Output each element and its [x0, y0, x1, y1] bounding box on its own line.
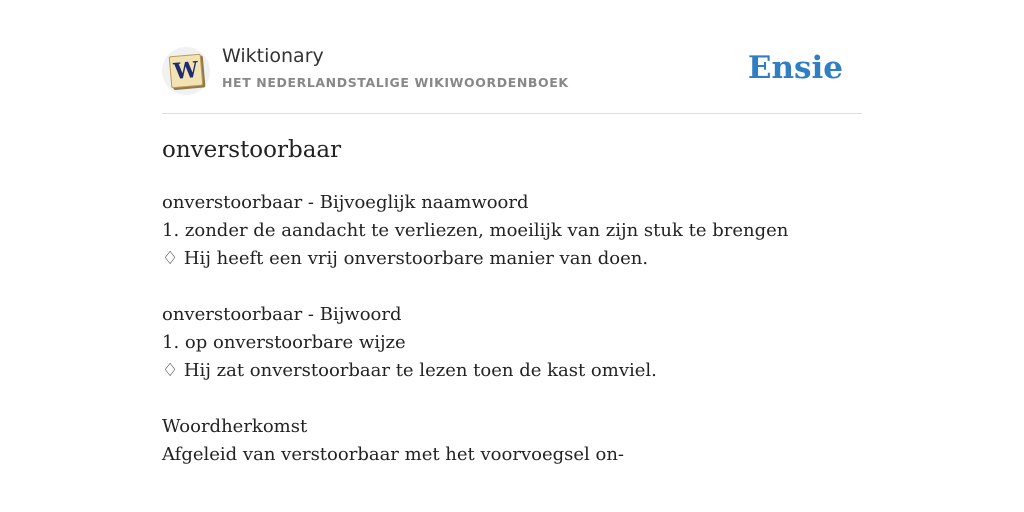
site-tagline: HET NEDERLANDSTALIGE WIKIWOORDENBOEK: [222, 75, 569, 90]
logo-tile: W: [169, 54, 204, 89]
site-header: [162, 0, 862, 114]
entry-content: [162, 189, 862, 469]
entry-heading-adjective: onverstoorbaar - Bijvoeglijk naamwoord: [162, 192, 529, 213]
wiktionary-logo-icon[interactable]: [162, 47, 210, 95]
spacer: [162, 273, 862, 301]
page-title: onverstoorbaar: [162, 137, 342, 163]
entry-definition-adjective: 1. zonder de aandacht te verliezen, moeilijk van zijn stuk te brengen: [162, 220, 789, 241]
ensie-brand-link[interactable]: Ensie: [747, 50, 843, 86]
etymology-heading: Woordherkomst: [162, 416, 308, 437]
site-name[interactable]: Wiktionary: [222, 45, 324, 67]
etymology-text: Afgeleid van verstoorbaar met het voorvoegsel on-: [162, 444, 625, 465]
page: [162, 0, 862, 465]
entry-definition-adverb: 1. op onverstoorbare wijze: [162, 332, 406, 353]
entry-heading-adverb: onverstoorbaar - Bijwoord: [162, 304, 402, 325]
entry-example-adverb: ♢ Hij zat onverstoorbaar te lezen toen de kast omviel.: [162, 360, 657, 381]
entry-example-adjective: ♢ Hij heeft een vrij onverstoorbare manier van doen.: [162, 248, 649, 269]
spacer: [162, 385, 862, 413]
